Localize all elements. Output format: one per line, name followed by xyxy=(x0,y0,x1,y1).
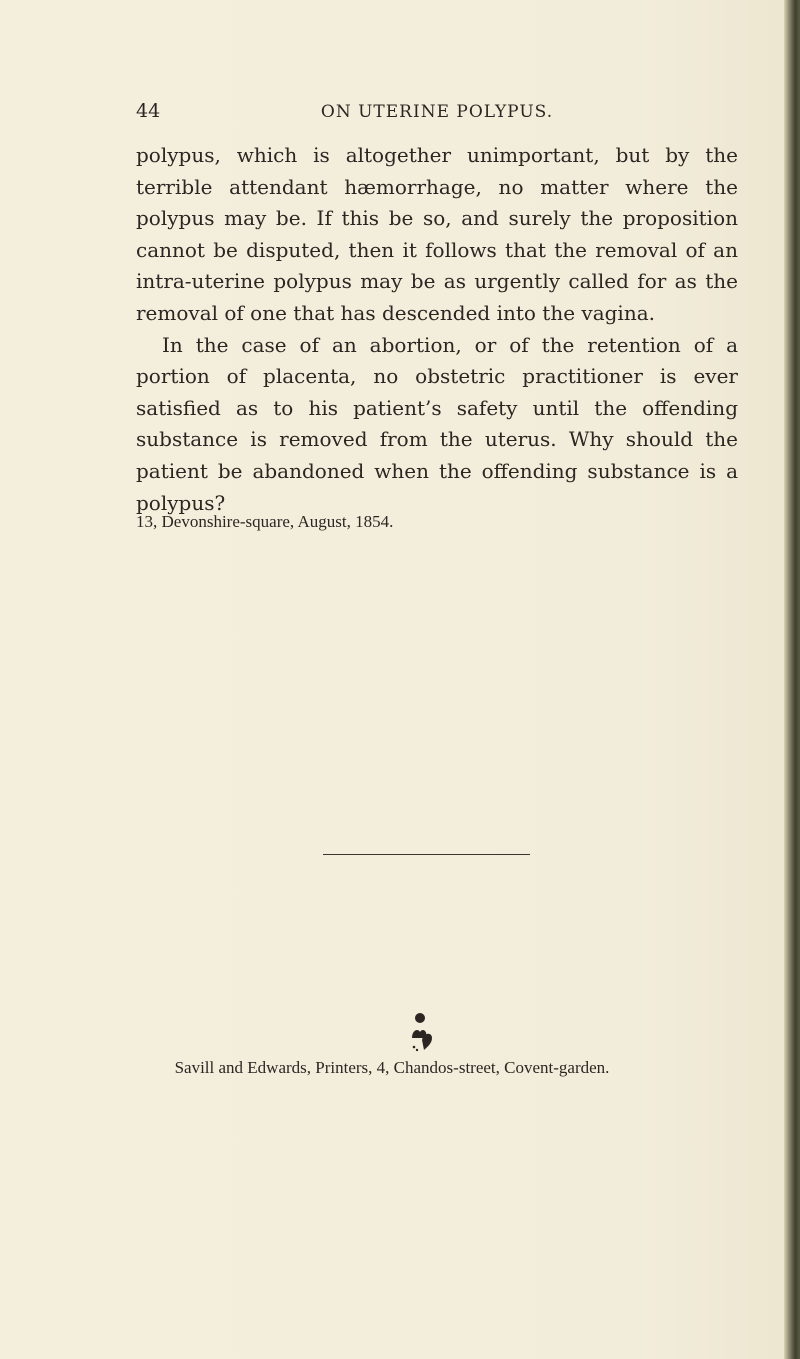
page-edge-shadow xyxy=(784,0,800,1359)
running-head: ON UTERINE POLYPUS. xyxy=(320,102,554,122)
signature-line: 13, Devonshire-square, August, 1854. xyxy=(136,512,394,531)
printer-ornament-icon xyxy=(408,1010,438,1052)
printer-imprint: Savill and Edwards, Printers, 4, Chandos-street, Covent-garden. xyxy=(174,1058,610,1077)
page-number: 44 xyxy=(136,100,161,122)
paragraph: In the case of an abortion, or of the retention of a portion of placenta, no obstetric practitioner is ever satisfied as to his patient’s safety until the offending substance is removed from the uterus. Why should the patient be abandoned when the offending substance is a polypus? xyxy=(136,332,738,515)
paragraph-continued: polypus, which is altogether unimportant, but by the terrible attendant hæmorrhage, no matter where the polypus may be. If this be so, and surely the proposition cannot be disputed, then it follows that the removal of an intra-uterine polypus may be as urgently called for as the removal of one that has descended into the vagina. xyxy=(136,143,738,325)
body-text xyxy=(136,140,738,519)
page-header xyxy=(136,100,738,128)
section-divider xyxy=(323,854,530,855)
